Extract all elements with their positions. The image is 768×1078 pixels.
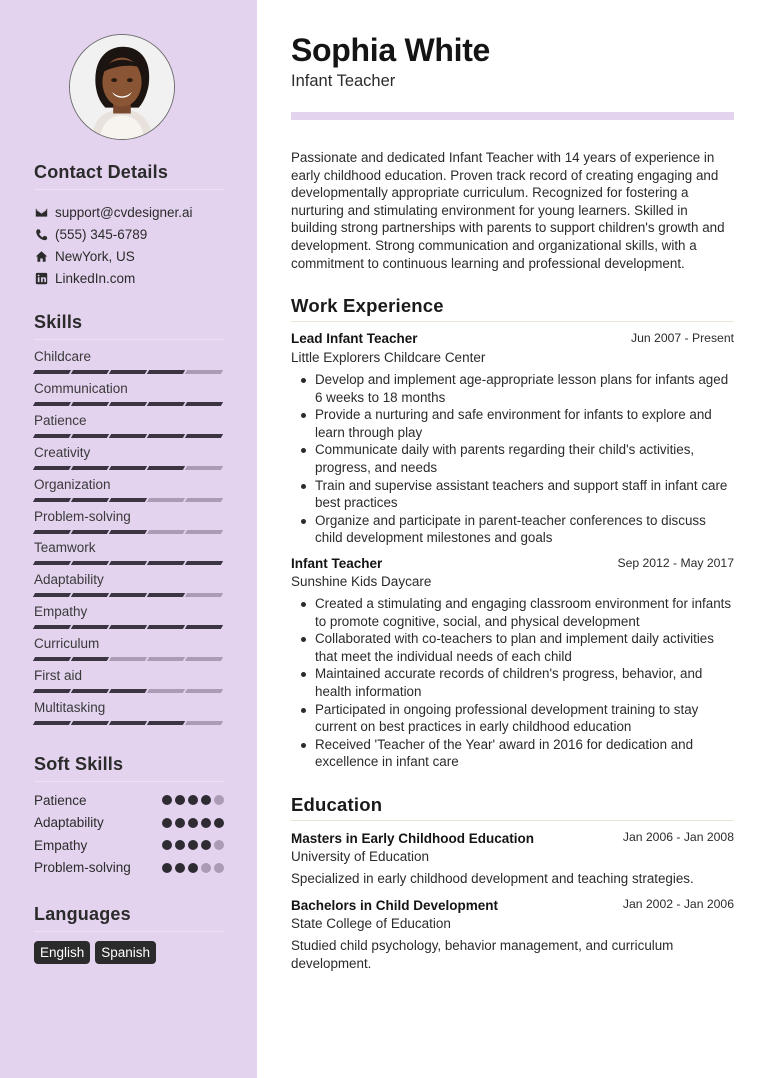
skill-level-segment xyxy=(109,561,147,565)
contact-phone xyxy=(34,225,147,243)
skill-level-bar xyxy=(34,402,222,407)
soft-skill-name: Problem-solving xyxy=(34,860,131,875)
soft-skill-row xyxy=(34,814,224,832)
skill-level-segment xyxy=(185,721,223,725)
skill-level-segment xyxy=(185,625,223,629)
job-dates: Jun 2007 - Present xyxy=(631,331,734,345)
skill-level-segment xyxy=(185,561,223,565)
skill-level-segment xyxy=(109,498,147,502)
skill-level-segment xyxy=(147,402,185,406)
rating-dot xyxy=(201,863,211,873)
skill-level-segment xyxy=(71,625,109,629)
soft-skill-row xyxy=(34,791,224,809)
job-title: Lead Infant Teacher xyxy=(291,331,418,346)
contact-divider xyxy=(34,189,224,190)
work-title: Work Experience xyxy=(291,295,444,316)
skill-level-bar xyxy=(34,466,222,471)
contact-phone-text: (555) 345-6789 xyxy=(55,226,148,242)
soft-skill-row xyxy=(34,859,224,877)
profile-summary: Passionate and dedicated Infant Teacher with 14 years of experience in early childhood education. Proven track record of creating engaging and developmentally appropriate curriculum. Recognized for fostering a nurturing and stimulating environment for young learners. Skilled in building strong partnerships with parents to support children's growth and development. Strong communication and organizational skills, with a commitment to continuous learning and professional development. xyxy=(291,150,725,271)
list-item: Received 'Teacher of the Year' award in 2016 for dedication and excellence in infant care xyxy=(315,736,735,771)
skills-divider xyxy=(34,339,224,340)
rating-dot xyxy=(188,818,198,828)
soft-skill-name: Adaptability xyxy=(34,815,104,830)
job-org: Little Explorers Childcare Center xyxy=(291,350,486,365)
rating-dot xyxy=(162,863,172,873)
soft-skills-title: Soft Skills xyxy=(34,754,124,774)
skill-name: Patience xyxy=(34,412,87,428)
list-item: Collaborated with co-teachers to plan and implement daily activities that meet the individual needs of each child xyxy=(315,630,735,665)
rating-dot xyxy=(201,818,211,828)
skill-level-segment xyxy=(147,466,185,470)
linkedin-icon xyxy=(34,271,48,285)
skill-level-segment xyxy=(33,593,71,597)
degree-description: Studied child psychology, behavior management, and curriculum development. xyxy=(291,938,674,971)
skill-level-segment xyxy=(71,689,109,693)
skill-level-segment xyxy=(71,561,109,565)
list-item: Organize and participate in parent-teacher conferences to discuss child development milestones and goals xyxy=(315,512,735,547)
skill-level-segment xyxy=(109,657,147,661)
skill-name: First aid xyxy=(34,668,83,683)
rating-dot xyxy=(214,818,224,828)
rating-dot xyxy=(201,795,211,805)
education-title: Education xyxy=(291,794,383,815)
skill-level-segment xyxy=(109,370,147,374)
profile-photo xyxy=(69,34,175,140)
skill-level-segment xyxy=(185,593,223,597)
soft-skill-rating xyxy=(162,863,224,873)
skill-level-segment xyxy=(71,466,109,470)
skill-level-segment xyxy=(109,721,147,725)
rating-dot xyxy=(188,863,198,873)
job-title: Infant Teacher xyxy=(291,556,383,571)
skill-level-segment xyxy=(33,402,71,406)
skill-level-segment xyxy=(33,657,71,661)
skill-name: Problem-solving xyxy=(34,508,131,524)
list-item: Maintained accurate records of children's progress, behavior, and health information xyxy=(315,665,735,700)
soft-skill-rating xyxy=(162,840,224,850)
skill-level-bar xyxy=(34,593,222,598)
degree-dates: Jan 2006 - Jan 2008 xyxy=(622,830,734,844)
skill-level-segment xyxy=(71,530,109,534)
language-pill: Spanish xyxy=(95,941,156,964)
skill-level-segment xyxy=(109,530,147,534)
job-org: Sunshine Kids Daycare xyxy=(291,574,432,589)
skill-level-segment xyxy=(109,402,147,406)
job-bullets xyxy=(315,595,735,771)
skill-level-segment xyxy=(185,402,223,406)
degree-title: Bachelors in Child Development xyxy=(291,898,499,913)
work-divider xyxy=(291,321,734,322)
skill-level-segment xyxy=(33,370,71,374)
skill-level-segment xyxy=(109,689,147,693)
contact-location xyxy=(34,247,135,265)
languages-list xyxy=(34,941,156,964)
candidate-name: Sophia White xyxy=(291,32,491,68)
skill-level-segment xyxy=(147,530,185,534)
skill-level-segment xyxy=(185,689,223,693)
degree-description: Specialized in early childhood development and teaching strategies. xyxy=(291,871,694,886)
list-item: Created a stimulating and engaging classroom environment for infants to promote cognitive, social, and physical development xyxy=(315,595,735,630)
rating-dot xyxy=(175,795,185,805)
skill-level-segment xyxy=(71,593,109,597)
phone-icon xyxy=(34,227,48,241)
skill-name: Creativity xyxy=(34,444,91,460)
rating-dot xyxy=(214,863,224,873)
skill-level-segment xyxy=(33,721,71,725)
skill-level-bar xyxy=(34,625,222,630)
skill-name: Communication xyxy=(34,380,128,396)
skill-level-bar xyxy=(34,657,222,662)
language-pill: English xyxy=(34,941,90,964)
rating-dot xyxy=(188,840,198,850)
rating-dot xyxy=(214,795,224,805)
languages-title: Languages xyxy=(34,904,131,924)
skill-level-segment xyxy=(185,466,223,470)
skill-level-segment xyxy=(109,625,147,629)
list-item: Participated in ongoing professional development training to stay current on best practices in early childhood education xyxy=(315,701,735,736)
skill-level-segment xyxy=(71,370,109,374)
skill-level-segment xyxy=(33,466,71,470)
rating-dot xyxy=(175,818,185,828)
skill-name: Empathy xyxy=(34,604,88,620)
soft-skill-name: Empathy xyxy=(34,837,88,853)
soft-skill-rating xyxy=(162,818,224,828)
skill-level-bar xyxy=(34,561,222,566)
contact-linkedin[interactable] xyxy=(34,269,135,287)
job-bullets xyxy=(315,371,735,547)
skill-level-bar xyxy=(34,530,222,535)
contact-location-text: NewYork, US xyxy=(55,248,135,264)
rating-dot xyxy=(162,818,172,828)
rating-dot xyxy=(214,840,224,850)
header-accent-bar xyxy=(291,112,734,120)
skill-level-segment xyxy=(147,593,185,597)
skill-name: Curriculum xyxy=(34,636,100,652)
soft-skills-divider xyxy=(34,781,224,782)
contact-email xyxy=(34,203,193,221)
skill-level-segment xyxy=(147,721,185,725)
skill-level-segment xyxy=(185,498,223,502)
school-name: State College of Education xyxy=(291,916,451,931)
skill-level-segment xyxy=(147,434,185,438)
skill-level-segment xyxy=(71,657,109,661)
skill-level-segment xyxy=(185,530,223,534)
list-item: Communicate daily with parents regarding their child's activities, progress, and needs xyxy=(315,441,735,476)
skill-name: Multitasking xyxy=(34,699,106,715)
skill-level-segment xyxy=(33,561,71,565)
skills-title: Skills xyxy=(34,312,83,332)
rating-dot xyxy=(175,840,185,850)
skill-level-segment xyxy=(109,434,147,438)
soft-skill-row xyxy=(34,836,224,854)
home-icon xyxy=(34,249,48,263)
skill-level-bar xyxy=(34,370,222,375)
rating-dot xyxy=(188,795,198,805)
avatar xyxy=(70,35,174,139)
skill-level-segment xyxy=(185,370,223,374)
candidate-role: Infant Teacher xyxy=(291,72,396,90)
skill-level-segment xyxy=(33,434,71,438)
envelope-icon xyxy=(34,205,48,219)
languages-divider xyxy=(34,931,224,932)
skill-level-segment xyxy=(33,530,71,534)
soft-skill-name: Patience xyxy=(34,792,87,808)
skill-level-segment xyxy=(33,498,71,502)
skill-level-segment xyxy=(147,689,185,693)
contact-title: Contact Details xyxy=(34,162,169,182)
skill-level-segment xyxy=(33,689,71,693)
skill-level-bar xyxy=(34,498,222,503)
skill-level-segment xyxy=(147,561,185,565)
skill-level-segment xyxy=(71,721,109,725)
degree-title: Masters in Early Childhood Education xyxy=(291,831,535,846)
skill-level-segment xyxy=(185,657,223,661)
skill-level-bar xyxy=(34,434,222,439)
skill-name: Organization xyxy=(34,476,111,492)
soft-skill-rating xyxy=(162,795,224,805)
skill-level-bar xyxy=(34,689,222,694)
skill-level-segment xyxy=(71,434,109,438)
school-name: University of Education xyxy=(291,849,430,864)
skill-level-segment xyxy=(71,498,109,502)
sidebar xyxy=(0,0,257,1078)
skill-level-segment xyxy=(109,466,147,470)
skill-level-segment xyxy=(185,434,223,438)
contact-email-text: support@cvdesigner.ai xyxy=(55,204,193,220)
degree-dates: Jan 2002 - Jan 2006 xyxy=(622,897,734,911)
rating-dot xyxy=(162,840,172,850)
job-dates: Sep 2012 - May 2017 xyxy=(617,556,734,570)
list-item: Develop and implement age-appropriate lesson plans for infants aged 6 weeks to 18 months xyxy=(315,371,735,406)
education-divider xyxy=(291,820,734,821)
skill-name: Childcare xyxy=(34,349,92,364)
skill-level-segment xyxy=(33,625,71,629)
skill-level-segment xyxy=(147,657,185,661)
list-item: Provide a nurturing and safe environment for infants to explore and learn through play xyxy=(315,406,735,441)
list-item: Train and supervise assistant teachers and support staff in infant care best practices xyxy=(315,477,735,512)
rating-dot xyxy=(201,840,211,850)
skill-level-segment xyxy=(147,498,185,502)
rating-dot xyxy=(175,863,185,873)
skill-level-bar xyxy=(34,721,222,726)
skill-name: Teamwork xyxy=(34,540,96,556)
skill-level-segment xyxy=(147,625,185,629)
contact-linkedin-text: LinkedIn.com xyxy=(55,270,136,286)
rating-dot xyxy=(162,795,172,805)
skill-name: Adaptability xyxy=(34,572,104,588)
skill-level-segment xyxy=(71,402,109,406)
skill-level-segment xyxy=(109,593,147,597)
skill-level-segment xyxy=(147,370,185,374)
